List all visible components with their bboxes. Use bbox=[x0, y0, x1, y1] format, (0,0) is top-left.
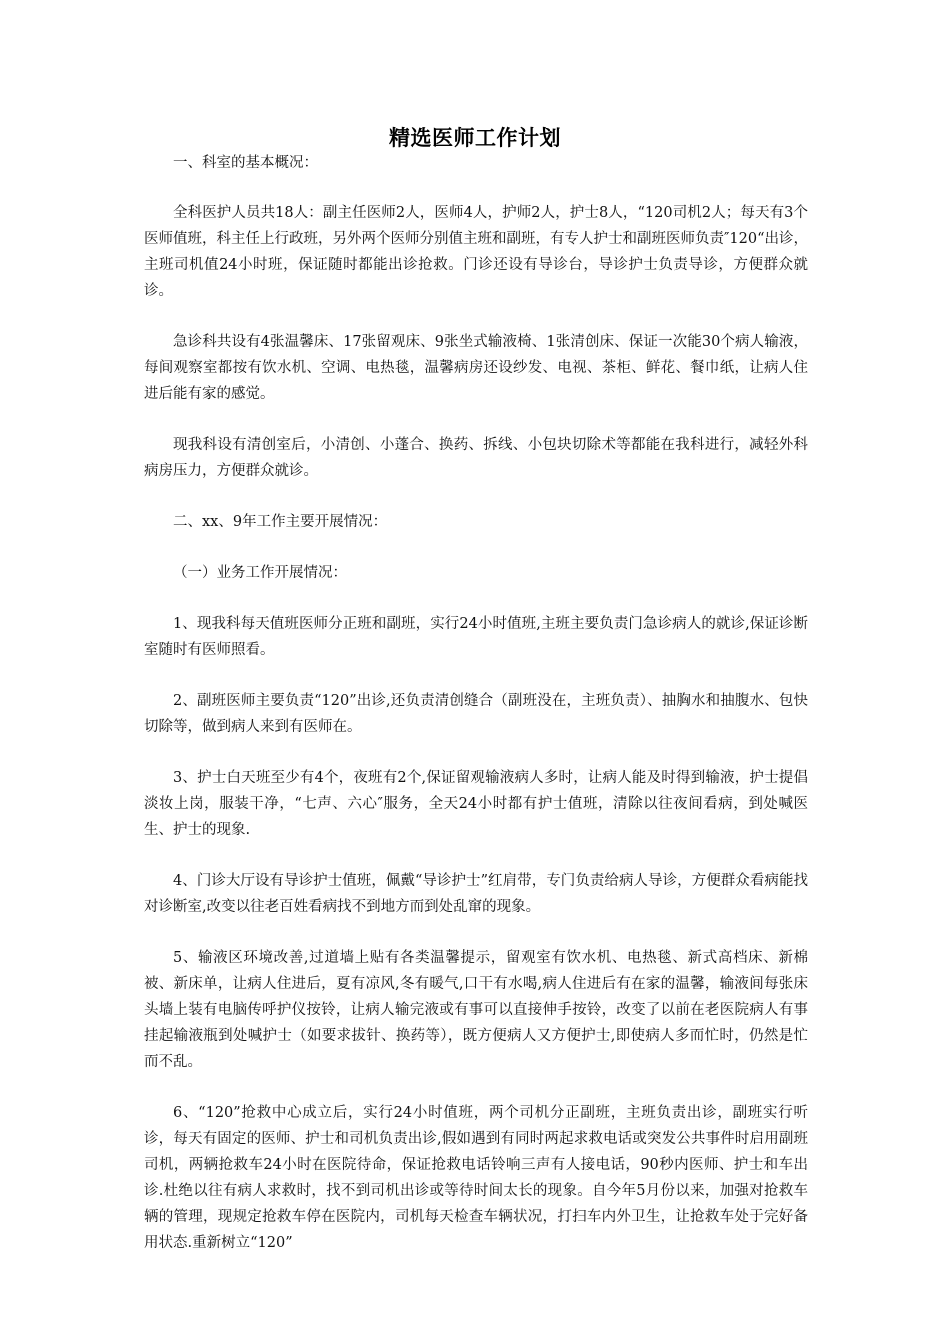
paragraph-item-1: 1、现我科每天值班医师分正班和副班，实行24小时值班,主班主要负责门急诊病人的就诊,保证诊断室随时有医师照看。 bbox=[144, 616, 808, 658]
paragraph-item-6: 6、“120”抢救中心成立后，实行24小时值班，两个司机分正副班，主班负责出诊，副班实行听诊，每天有固定的医师、护士和司机负责出诊,假如遇到有同时两起求救电话或突发公共事件时启用副班司机，两辆抢救车24小时在医院待命，保证抢救电话铃响三声有人接电话，90秒内医师、护士和车出诊.杜绝以往有病人求救时，找不到司机出诊或等待时间太长的现象。自今年5月份以来，加强对抢救车辆的管理，现规定抢救车停在医院内，司机每天检查车辆状况，打扫车内外卫生，让抢救车处于完好备用状态.重新树立“120” bbox=[144, 1105, 808, 1251]
paragraph-bed-facilities: 急诊科共设有4张温馨床、17张留观床、9张坐式输液椅、1张清创床、保证一次能30个病人输液，每间观察室都按有饮水机、空调、电热毯，温馨病房还设纱发、电视、茶柜、鲜花、餐巾纸，让病人住进后能有家的感觉。 bbox=[144, 334, 808, 402]
paragraph-item-2: 2、副班医师主要负责“120”出诊,还负责清创缝合（副班没在，主班负责）、抽胸水和抽腹水、包快切除等，做到病人来到有医师在。 bbox=[144, 693, 808, 735]
paragraph-item-5: 5、输液区环境改善,过道墙上贴有各类温馨提示，留观室有饮水机、电热毯、新式高档床、新棉被、新床单，让病人住进后，夏有凉风,冬有暖气,口干有水喝,病人住进后有在家的温馨，输液间每张床头墙上装有电脑传呼护仪按铃，让病人输完液或有事可以直接伸手按铃，改变了以前在老医院病人有事挂起输液瓶到处喊护士（如要求拔针、换药等），既方便病人又方便护士,即使病人多而忙时，仍然是忙而不乱。 bbox=[144, 950, 808, 1070]
paragraph-section-2-heading: 二、xx、9年工作主要开展情况： bbox=[173, 514, 388, 530]
paragraph-debridement-room: 现我科设有清创室后，小清创、小蓬合、换药、拆线、小包块切除术等都能在我科进行，减轻外科病房压力，方便群众就诊。 bbox=[144, 437, 808, 479]
document-title: 精选医师工作计划 bbox=[389, 126, 561, 150]
paragraph-staff-overview: 全科医护人员共18人：副主任医师2人，医师4人，护师2人，护士8人，“120司机2人；每天有3个医师值班，科主任上行政班，另外两个医师分别值主班和副班，有专人护士和副班医师负责″120“出诊，主班司机值24小时班，保证随时都能出诊抢救。门诊还设有导诊台，导诊护士负责导诊，方便群众就诊。 bbox=[144, 205, 809, 299]
paragraph-item-4: 4、门诊大厅设有导诊护士值班，佩戴“导诊护士”红肩带，专门负责给病人导诊，方便群众看病能找对诊断室,改变以往老百姓看病找不到地方而到处乱窜的现象。 bbox=[144, 873, 808, 915]
paragraph-section-1-heading: 一、科室的基本概况： bbox=[173, 155, 318, 171]
paragraph-item-3: 3、护士白天班至少有4个，夜班有2个,保证留观输液病人多时，让病人能及时得到输液，护士提倡淡妆上岗，服装干净，“七声、六心″服务，全天24小时都有护士值班，清除以往夜间看病，到处喊医生、护士的现象. bbox=[144, 770, 808, 838]
paragraph-subsection-1-heading: （一）业务工作开展情况： bbox=[173, 565, 347, 581]
document-body bbox=[144, 150, 808, 1281]
